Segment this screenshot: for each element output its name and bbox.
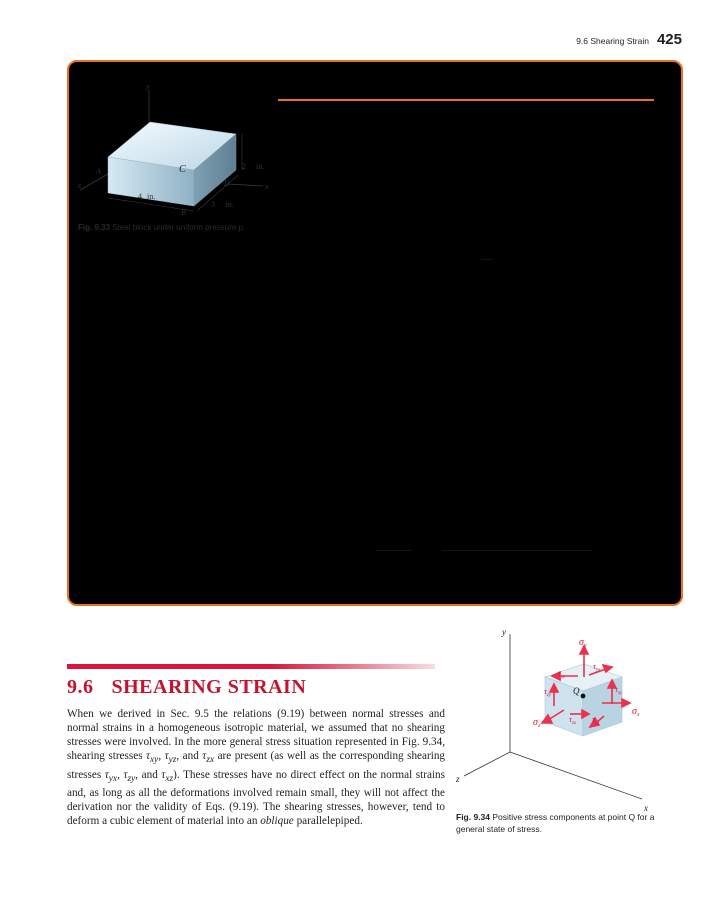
fig-9-33-caption-text: Steel block under uniform pressure p. xyxy=(112,223,246,232)
page-number: 425 xyxy=(656,31,682,48)
fig33-y-label: y xyxy=(146,82,150,91)
fig-9-34-caption-text: Positive stress components at point Q for a general state of stress. xyxy=(456,812,655,834)
panel-orange-rule xyxy=(278,99,654,101)
fig-9-33-caption-label: Fig. 9.33 xyxy=(78,223,111,232)
sigma-y-label: $\sigma_y$ xyxy=(579,637,587,649)
fig33-vertex-a: A xyxy=(96,167,101,176)
fig34-z-axis xyxy=(464,752,510,776)
fig34-x-axis xyxy=(510,752,642,799)
fig33-face-c-label: C xyxy=(179,164,186,175)
running-head xyxy=(576,31,682,48)
tau-zy-label: $\tau_{zy}$ xyxy=(544,687,552,698)
fig-9-33-steel-block xyxy=(78,82,278,217)
panel-faint-rule-left xyxy=(376,550,412,551)
fig33-dim-height-unit: in. xyxy=(256,162,265,171)
fig33-z-axis xyxy=(80,174,108,190)
sigma-z-label: $\sigma_z$ xyxy=(533,717,541,729)
fig-9-33-caption xyxy=(78,222,283,233)
fig33-dim-depth-unit: in. xyxy=(225,200,234,209)
section-body xyxy=(67,707,445,828)
section-number: 9.6 xyxy=(67,676,94,698)
fig34-q-label: Q xyxy=(573,686,580,696)
fig33-z-label: z xyxy=(78,181,82,190)
fig33-x-axis xyxy=(228,184,263,186)
fig33-dim-length-unit: in. xyxy=(147,192,156,201)
fig33-vertex-b: B xyxy=(181,208,186,217)
fig-9-34-caption-label: Fig. 9.34 xyxy=(456,812,491,822)
panel-faint-rule-right xyxy=(442,550,592,551)
fig-9-34-stress-element xyxy=(452,624,677,814)
fig34-y-label: y xyxy=(502,627,506,637)
fig34-x-label: x xyxy=(644,803,648,813)
section-title: SHEARING STRAIN xyxy=(111,676,307,698)
fig33-dim-height: 2 xyxy=(242,162,246,171)
point-q-dot xyxy=(581,694,586,699)
section-heading xyxy=(67,676,306,699)
tau-yz-label: $\tau_{yz}$ xyxy=(558,669,566,680)
fig-9-34-caption xyxy=(456,812,661,835)
tau-yx-label: $\tau_{yx}$ xyxy=(593,662,601,673)
section-heading-rule xyxy=(67,664,435,669)
fig33-dim-length: 4 xyxy=(138,192,142,201)
running-head-section: 9.6 Shearing Strain xyxy=(576,36,649,46)
fig34-z-label: z xyxy=(456,774,460,784)
sigma-x-label: $\sigma_x$ xyxy=(632,706,640,718)
fig33-vertex-d: D xyxy=(224,179,230,188)
panel-faint-mark xyxy=(481,259,493,260)
fig33-dim-depth: 3 xyxy=(211,200,215,209)
fig33-x-label: x xyxy=(265,182,269,191)
tau-zx-label: $\tau_{zx}$ xyxy=(569,715,577,726)
tau-xz-label: $\tau_{xz}$ xyxy=(592,715,600,726)
tau-xy-label: $\tau_{xy}$ xyxy=(615,685,623,696)
section-paragraph: When we derived in Sec. 9.5 the relations (9.19) between normal stresses and normal strains in a homogeneous isotropic material, we assumed that no shearing stresses were involved. In the more general stress situation represented in Fig. 9.34, shearing stresses $\tau_{xy}$, $\tau_{yz}$, and $\tau_{zx}$ are present (as well as the corresponding shearing stresses $\tau_{yx}$, $\tau_{zy}$, and $\tau_{xz}$). These stresses have no direct effect on the normal strains and, as long as all the deformations involved remain small, they will not affect the derivation nor the validity of Eqs. (9.19). The shearing stresses, however, tend to deform a cubic element of material into an oblique parallelepiped. xyxy=(67,708,446,828)
